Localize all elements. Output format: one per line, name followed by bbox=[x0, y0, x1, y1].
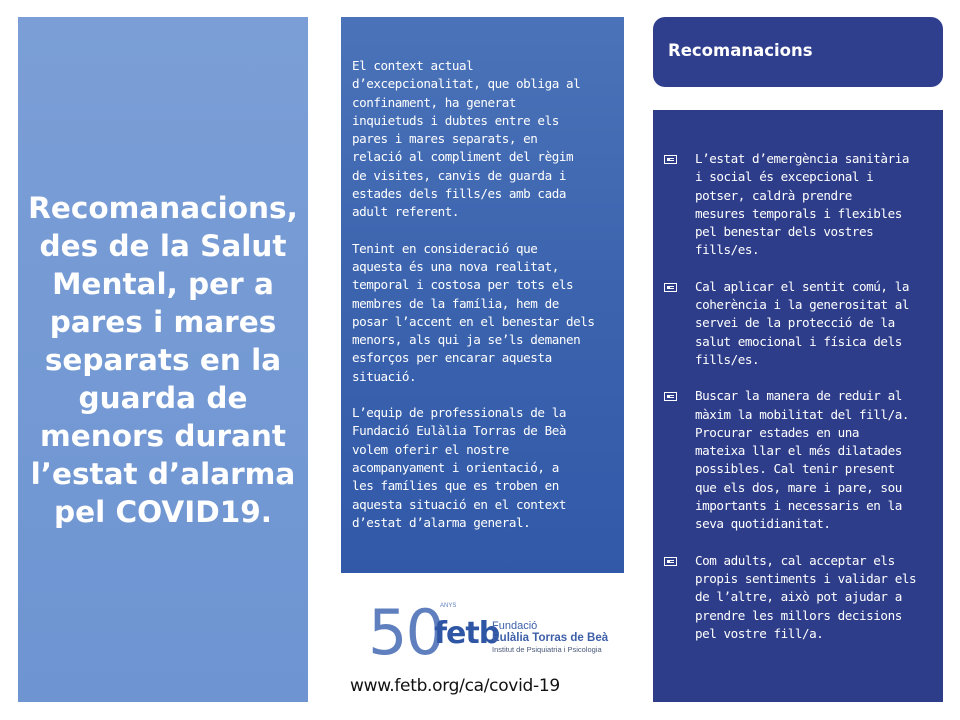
logo-fifty: 50 bbox=[368, 596, 443, 669]
context-paragraph: L’equip de professionals de la Fundació Eulàlia Torras de Beà volem oferir el nostre acompanyament i orientació, a les famílies que es troben en aquesta situació en el context d’estat d’alarma general. bbox=[352, 405, 566, 530]
keyboard-bullet-icon bbox=[664, 283, 677, 292]
logo-line-name: Eulàlia Torras de Beà bbox=[492, 632, 609, 644]
fetb-logo bbox=[368, 596, 628, 670]
website-url: www.fetb.org/ca/covid-19 bbox=[350, 676, 560, 696]
page-title: Recomanacions, des de la Salut Mental, per a pares i mares separats en la guarda de menors durant l’estat d’alarma pel COVID19. bbox=[28, 190, 298, 529]
logo-anys: ANYS bbox=[440, 603, 457, 609]
keyboard-bullet-icon bbox=[664, 392, 677, 401]
recommendation-item bbox=[663, 387, 933, 533]
keyboard-bullet-icon bbox=[664, 557, 677, 566]
recommendation-item bbox=[663, 552, 933, 643]
context-paragraph: Tenint en consideració que aquesta és una nova realitat, temporal i costosa per tots els membres de la família, hem de posar l’accent en el benestar dels menors, als qui ja se’ls demanen esforços per encarar aquesta situació. bbox=[352, 240, 595, 384]
logo-line-institut: Institut de Psiquiatria i Psicologia bbox=[492, 645, 602, 654]
recommendation-text: Buscar la manera de reduir al màxim la mobilitat del fill/a. Procurar estades en una mateixa llar el més dilatades possibles. Cal tenir present que els dos, mare i pare, sou importants i necessaris en la seva quotidianitat. bbox=[695, 388, 909, 532]
recommendation-text: Com adults, cal acceptar els propis sentiments i validar els de l’altre, això pot ajudar a prendre les millors decisions pel vostre fill/a. bbox=[695, 552, 917, 641]
recommendation-item bbox=[663, 278, 933, 369]
recommendations-panel bbox=[653, 110, 943, 702]
recommendations-header bbox=[653, 17, 943, 87]
logo-mark: fetb bbox=[434, 616, 500, 651]
recommendation-text: Cal aplicar el sentit comú, la coherència i la generositat al servei de la protecció de la salut emocional i física dels fills/es. bbox=[695, 278, 909, 367]
context-panel bbox=[341, 17, 624, 573]
title-panel bbox=[18, 17, 308, 702]
recommendations-heading: Recomanacions bbox=[668, 41, 813, 60]
recommendation-text: L’estat d’emergència sanitària i social és excepcional i potser, caldrà prendre mesures temporals i flexibles pel benestar dels vostres fills/es. bbox=[695, 151, 909, 258]
context-paragraph: El context actual d’excepcionalitat, que obliga al confinament, ha generat inquietuds i dubtes entre els pares i mares separats, en relació al compliment del règim de visites, canvis de guarda i estades dels fills/es amb cada adult referent. bbox=[352, 58, 581, 220]
logo-line-fundacio: Fundació bbox=[492, 620, 538, 632]
recommendation-item bbox=[663, 150, 933, 260]
logo-text bbox=[492, 620, 608, 655]
keyboard-bullet-icon bbox=[664, 155, 677, 164]
